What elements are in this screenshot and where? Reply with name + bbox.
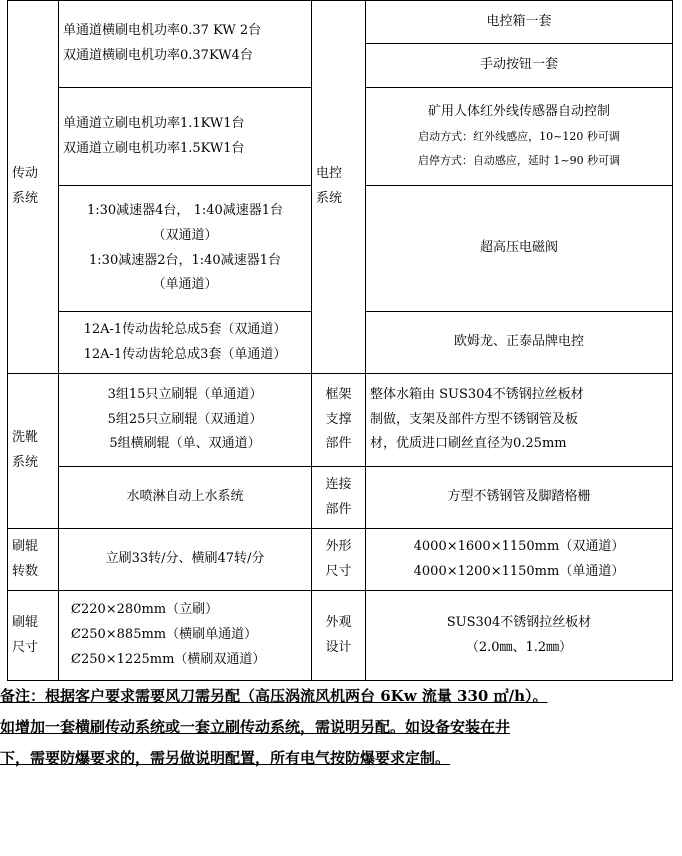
spec-table xyxy=(7,0,673,681)
frame-support-label: 框架 支撑 部件 xyxy=(312,374,366,467)
wash-system-label: 洗靴 系统 xyxy=(8,374,59,529)
electric-control-box: 电控箱一套 xyxy=(366,1,673,44)
brush-size-value: Ȼ220×280mm（立刷） Ȼ250×885mm（横刷单通道） Ȼ250×1225mm（横刷双通道） xyxy=(59,591,312,681)
outer-size-value: 4000×1600×1150mm（双通道） 4000×1200×1150mm（单通道） xyxy=(366,529,673,591)
connect-parts-label: 连接 部件 xyxy=(312,467,366,529)
brush-speed-value: 立刷33转/分、横刷47转/分 xyxy=(59,529,312,591)
brush-speed-label: 刷辊 转数 xyxy=(8,529,59,591)
electric-manual-button: 手动按钮一套 xyxy=(366,44,673,88)
remark-line-2: 如增加一套横刷传动系统或一套立刷传动系统，需说明另配。如设备安装在井 xyxy=(0,718,511,736)
wash-row-brush-rollers: 3组15只立刷辊（单通道） 5组25只立刷辊（双通道） 5组横刷辊（单、双通道） xyxy=(59,374,312,467)
wash-row-water-spray: 水喷淋自动上水系统 xyxy=(59,467,312,529)
electric-brand: 欧姆龙、正泰品牌电控 xyxy=(366,312,673,374)
electric-solenoid-valve: 超高压电磁阀 xyxy=(366,186,673,312)
electric-system-label: 电控 系统 xyxy=(312,1,366,374)
electric-infrared-sensor: 矿用人体红外线传感器自动控制 启动方式：红外线感应，10~120 秒可调 启停方式：自动感应，延时 1~90 秒可调 xyxy=(366,88,673,186)
drive-row-reducers: 1:30减速器4台， 1:40减速器1台 （双通道） 1:30减速器2台，1:40减速器1台 （单通道） xyxy=(59,186,312,312)
drive-row-gear-assembly: 12A-1传动齿轮总成5套（双通道） 12A-1传动齿轮总成3套（单通道） xyxy=(59,312,312,374)
outer-size-label: 外形 尺寸 xyxy=(312,529,366,591)
connect-parts-value: 方型不锈钢管及脚踏格栅 xyxy=(366,467,673,529)
drive-system-label: 传动 系统 xyxy=(8,1,59,374)
appearance-value: SUS304不锈钢拉丝板材 （2.0㎜、1.2㎜） xyxy=(366,591,673,681)
remark-line-1: 备注：根据客户要求需要风刀需另配（高压涡流风机两台 6Kw 流量 330 ㎡/h）。 xyxy=(0,687,548,705)
drive-row-vertical-motor: 单通道立刷电机功率1.1KW1台 双通道立刷电机功率1.5KW1台 xyxy=(59,88,312,186)
remark-line-3: 下，需要防爆要求的，需另做说明配置，所有电气按防爆要求定制。 xyxy=(0,749,451,767)
drive-row-horizontal-motor: 单通道横刷电机功率0.37 KW 2台 双通道横刷电机功率0.37KW4台 xyxy=(59,1,312,88)
appearance-label: 外观 设计 xyxy=(312,591,366,681)
frame-support-value: 整体水箱由 SUS304不锈钢拉丝板材 制做，支架及部件方型不锈钢管及板 材，优质进口刷丝直径为0.25mm xyxy=(366,374,673,467)
brush-size-label: 刷辊 尺寸 xyxy=(8,591,59,681)
remarks xyxy=(0,681,682,774)
